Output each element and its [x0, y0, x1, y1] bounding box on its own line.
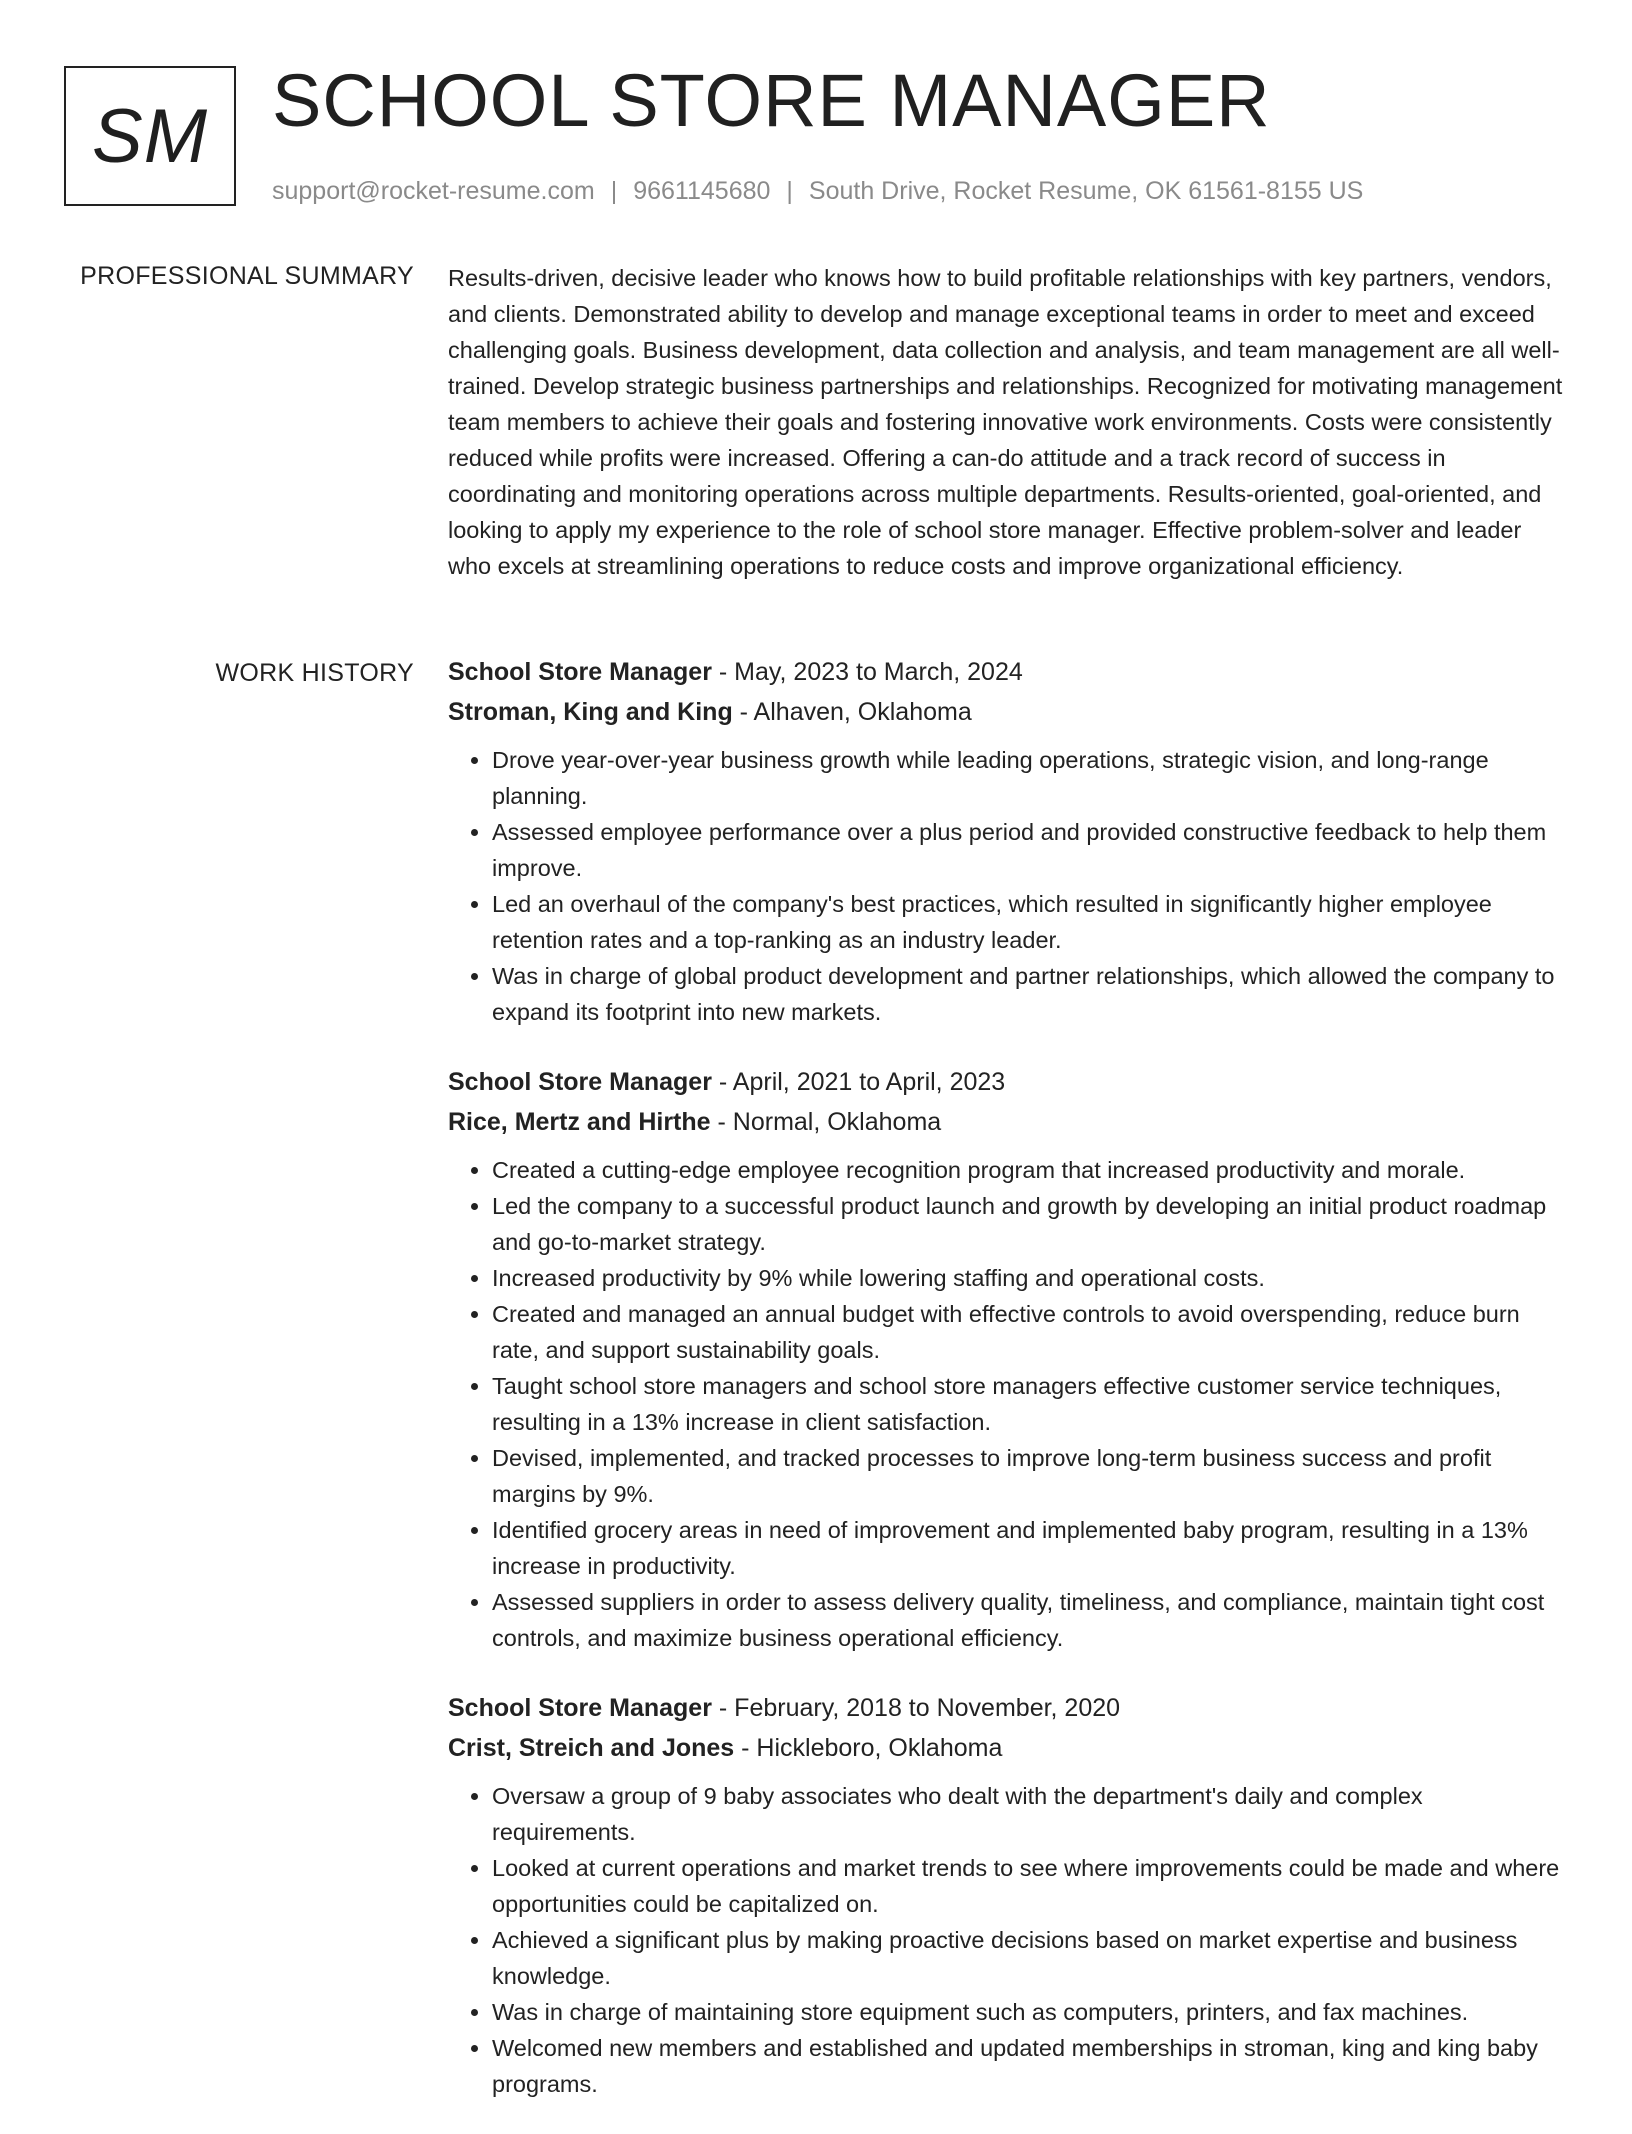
- summary-heading: PROFESSIONAL SUMMARY: [80, 262, 414, 290]
- job-bullet: • Taught school store managers and school store managers effective customer service techniques, resulting in a 13% increase in client satisfaction.: [492, 1368, 1568, 1440]
- contact-separator: |: [786, 177, 793, 205]
- job-entry: [448, 1062, 1568, 1656]
- job-bullet: • Was in charge of maintaining store equipment such as computers, printers, and fax machines.: [492, 1994, 1568, 2030]
- job-bullet: • Welcomed new members and established and updated memberships in stroman, king and king baby programs.: [492, 2030, 1568, 2102]
- contact-separator: |: [610, 177, 618, 205]
- work-history-section: [448, 652, 1568, 2134]
- job-bullet: • Was in charge of global product development and partner relationships, which allowed the company to expand its footprint into new markets.: [492, 958, 1568, 1030]
- job-company: Rice, Mertz and Hirthe: [448, 1108, 711, 1136]
- job-bullet: • Looked at current operations and market trends to see where improvements could be made and where opportunities could be capitalized on.: [492, 1850, 1568, 1922]
- job-company-line: [448, 1102, 1568, 1142]
- job-dates: - May, 2023 to March, 2024: [711, 658, 1023, 686]
- job-title: School Store Manager: [448, 1068, 712, 1096]
- job-bullet: • Identified grocery areas in need of improvement and implemented baby program, resulting in a 13% increase in productivity.: [492, 1512, 1568, 1584]
- job-company-line: [448, 692, 1568, 732]
- job-bullets: [448, 742, 1568, 1030]
- summary-text: Results-driven, decisive leader who knows how to build profitable relationships with key partners, vendors, and clients. Demonstrated ability to develop and manage exceptional teams in order to meet and exceed challenging goals. Business development, data collection and analysis, and team management are all well-trained. Develop strategic business partnerships and relationships. Recognized for motivating management team members to achieve their goals and fostering innovative work environments. Costs were consistently reduced while profits were increased. Offering a can-do attitude and a track record of success in coordinating and monitoring operations across multiple departments. Results-oriented, goal-oriented, and looking to apply my experience to the role of school store manager. Effective problem-solver and leader who excels at streamlining operations to reduce costs and improve organizational efficiency.: [448, 265, 1563, 579]
- job-bullet: • Led an overhaul of the company's best practices, which resulted in significantly higher employee retention rates and a top-ranking as an industry leader.: [492, 886, 1568, 958]
- job-entry: [448, 1688, 1568, 2102]
- job-bullets: [448, 1152, 1568, 1656]
- job-entry: [448, 652, 1568, 1030]
- monogram-logo: SM: [64, 66, 236, 206]
- job-company: Stroman, King and King: [448, 698, 733, 726]
- job-bullet: • Led the company to a successful product launch and growth by developing an initial product roadmap and go-to-market strategy.: [492, 1188, 1568, 1260]
- job-company-line: [448, 1728, 1568, 1768]
- page-title: SCHOOL STORE MANAGER: [272, 59, 1271, 142]
- contact-email[interactable]: support@rocket-resume.com: [272, 177, 595, 205]
- job-company: Crist, Streich and Jones: [448, 1734, 735, 1762]
- job-location: - Alhaven, Oklahoma: [732, 698, 972, 726]
- job-bullet: • Created a cutting-edge employee recognition program that increased productivity and morale.: [492, 1152, 1568, 1188]
- job-bullet: • Created and managed an annual budget with effective controls to avoid overspending, reduce burn rate, and support sustainability goals.: [492, 1296, 1568, 1368]
- job-bullet: • Devised, implemented, and tracked processes to improve long-term business success and profit margins by 9%.: [492, 1440, 1568, 1512]
- job-title-line: [448, 652, 1568, 692]
- job-bullet: • Increased productivity by 9% while lowering staffing and operational costs.: [492, 1260, 1568, 1296]
- job-bullet: • Drove year-over-year business growth while leading operations, strategic vision, and long-range planning.: [492, 742, 1568, 814]
- job-bullet: • Oversaw a group of 9 baby associates who dealt with the department's daily and complex requirements.: [492, 1778, 1568, 1850]
- contact-address: South Drive, Rocket Resume, OK 61561-8155 US: [808, 177, 1364, 205]
- job-dates: - February, 2018 to November, 2020: [711, 1694, 1121, 1722]
- job-location: - Hickleboro, Oklahoma: [734, 1734, 1003, 1762]
- job-dates: - April, 2021 to April, 2023: [711, 1068, 1006, 1096]
- job-title: School Store Manager: [448, 1694, 712, 1722]
- job-title: School Store Manager: [448, 658, 712, 686]
- work-history-heading: WORK HISTORY: [215, 659, 414, 687]
- job-title-line: [448, 1688, 1568, 1728]
- job-bullet: • Assessed employee performance over a plus period and provided constructive feedback to help them improve.: [492, 814, 1568, 886]
- job-location: - Normal, Oklahoma: [710, 1108, 942, 1136]
- summary-section: [448, 260, 1568, 584]
- contact-line: [272, 174, 1363, 208]
- job-bullets: [448, 1778, 1568, 2102]
- job-bullet: • Achieved a significant plus by making proactive decisions based on market expertise and business knowledge.: [492, 1922, 1568, 1994]
- job-title-line: [448, 1062, 1568, 1102]
- contact-phone[interactable]: 9661145680: [633, 177, 771, 205]
- job-bullet: • Assessed suppliers in order to assess delivery quality, timeliness, and compliance, maintain tight cost controls, and maximize business operational efficiency.: [492, 1584, 1568, 1656]
